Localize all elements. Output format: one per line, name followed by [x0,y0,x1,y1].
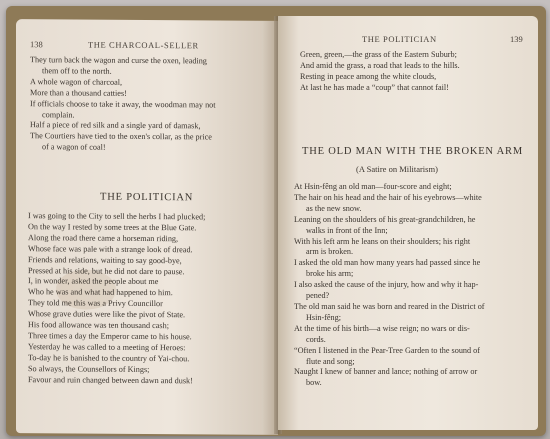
text-line: them off to the north. [42,66,112,76]
text-line: At Hsin-fêng an old man—four-score and eight; [294,182,452,191]
charcoal-seller-ending [30,55,216,154]
text-line: With his left arm he leans on their shoulders; his right [294,236,471,246]
right-page [278,16,538,430]
text-line: Naught I knew of banner and lance; nothing of arrow or [294,367,478,377]
section-title-old-man: THE OLD MAN WITH THE BROKEN ARM [302,146,523,157]
text-line: of a wagon of coal! [42,142,106,152]
text-line: I also asked the cause of the injury, how and why it hap- [294,280,479,290]
text-line: They turn back the wagon and curse the oxen, leading [30,55,207,66]
open-book [6,6,546,436]
text-line: Hsin-fêng; [306,312,342,322]
text-line: The hair on his head and the hair of his eyebrows—white [294,192,482,202]
text-line: Along the road there came a horseman riding, [28,232,179,244]
text-line: Friends and relations, waiting to say good-bye, [28,254,182,265]
text-line: arm is broken. [306,247,354,257]
text-line: Favour and ruin changed between dawn and dusk! [28,374,193,385]
text-line: walks in front of the Inn; [306,225,388,235]
text-line: I, in wonder, asked the people about me [28,276,159,287]
politician-poem [28,211,205,387]
section-subtitle: (A Satire on Militarism) [356,164,438,174]
politician-ending [300,50,460,94]
text-line: broke his arm; [306,269,354,279]
text-line: Leaning on the shoulders of his great-grandchildren, he [294,214,476,224]
left-running-head: THE CHARCOAL-SELLER [88,39,199,51]
text-line: as the new snow. [306,203,362,213]
text-line: bow. [306,378,322,388]
text-line: “Often I listened in the Pear-Tree Garden to the sound of [294,345,480,355]
text-line: To-day he is banished to the country of Yai-chou. [28,352,190,364]
text-line: I asked the old man how many years had passed since he [294,258,481,268]
text-line: Green, green,—the grass of the Eastern Suburb; [300,50,457,59]
text-line: Half a piece of red silk and a single yard of damask, [30,120,201,131]
text-line: At last he has made a “coup” that cannot fail! [300,82,449,92]
text-line: Whose grave duties were like the pivot of State. [28,309,186,320]
text-line: Who he was and what had happened to him. [28,287,173,298]
old-man-poem [294,182,485,389]
left-page [16,19,278,435]
right-page-number: 139 [510,34,523,44]
text-line: They told me this was a Privy Councillor [28,298,163,309]
text-line: The old man said he was born and reared in the District of [294,301,485,311]
text-line: Resting in peace among the white clouds, [300,71,437,81]
text-line: At the time of his birth—a wise reign; no wars or dis- [294,323,470,333]
text-line: Pressed at his side, but he did not dare to pause. [28,265,185,276]
text-line: complain. [42,109,75,120]
right-running-head: THE POLITICIAN [362,34,437,44]
text-line: Whose face was pale with a strange look of dread. [28,243,193,255]
section-title-politician: THE POLITICIAN [100,191,194,204]
text-line: So always, the Counsellors of Kings; [28,363,150,374]
text-line: More than a thousand catties! [30,87,127,98]
text-line: His food allowance was ten thousand cash; [28,320,169,331]
text-line: pened? [306,291,330,301]
text-line: And amid the grass, a road that leads to the hills. [300,60,460,70]
text-line: Yesterday he was called to a meeting of Heroes: [28,342,186,353]
text-line: cords. [306,334,326,344]
left-page-number: 138 [30,39,43,50]
text-line: Three times a day the Emperor came to his house. [28,331,192,342]
text-line: A whole wagon of charcoal, [30,76,123,87]
text-line: On the way I rested by some trees at the Blue Gate. [28,222,197,233]
text-line: I was going to the City to sell the herbs I had plucked; [28,211,206,222]
text-line: If officials choose to take it away, the woodman may not [30,98,216,110]
text-line: The Courtiers have tied to the oxen's collar, as the price [30,131,212,142]
text-line: flute and song; [306,356,355,366]
